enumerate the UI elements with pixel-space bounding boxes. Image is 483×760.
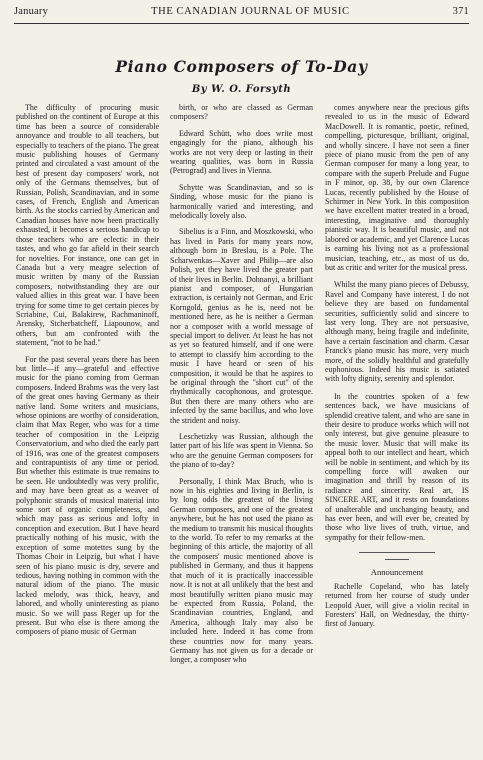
article-byline: By W. O. Forsyth xyxy=(191,84,292,95)
paragraph: comes anywhere near the precious gifts revealed to us in the music of Edward MacDowell. It is romantic, poetic, refined, compelling, picturesque, brilliant, original, and wholly sincere. I have not seen a finer piece of piano music from the pen of any German composer for many a long year, to compare with the superb Prelude and Fugue in F minor, op. 38, by our own Clarence Lucas, recently published by the House of Schirmer in New York. In this composition we have excellent matter treated in a broad, interesting, imaginative and thoroughly pianistic way. It is beautiful music, and not labored or academic, and yet Clarence Lucas is earning his living not as a professional musician, teaching, etc., as most of us do, but as critic and writer for the musical press. xyxy=(325,103,469,272)
running-head xyxy=(14,6,469,20)
paragraph: Sibelius is a Finn, and Moszkowski, who has lived in Paris for many years now, although born in Breslau, is a Pole. The Scharwenkas—Xaver and Philip—are also Polish, yet they have lived the greater part of their lives in Berlin. Dohnanyi, a brilliant pianist and composer, of Hungarian extraction, is certainly not German, and Eric Korngold, genius as he is, need not be mentioned here, as he is neither a German nor a composer with a world message of special import to deliver. At least he has not as yet so featured himself, and if one were to attempt to classify him according to the music I have heard or seen of his composition, it would be that he aspires to be original through the "short cut" of the rhythmically cacophonous, and grotesque. But then there are many others who are infected by the same bacillus, and who love the strident and noisy. xyxy=(170,227,313,425)
paragraph: Leschetizky was Russian, although the latter part of his life was spent in Vienna. So who are the genuine German composers for the piano of to-day? xyxy=(170,432,313,470)
column-2 xyxy=(170,103,313,754)
paragraph: Edward Schütt, who does write most engagingly for the piano, although his works are not very deep or lasting in their wearing qualities, was born in Russia (Petrograd) and lives in Vienna. xyxy=(170,128,313,176)
page-number: 371 xyxy=(452,6,469,17)
header-rule xyxy=(14,23,469,24)
article-title: Piano Composers of To-Day xyxy=(115,57,368,76)
paragraph: Schytte was Scandinavian, and so is Sinding, whose music for the piano is harmonically varied and interesting, and melodically lovely also. xyxy=(170,182,313,221)
section-divider xyxy=(359,552,435,553)
section-divider xyxy=(385,559,409,560)
paragraph: The difficulty of procuring music published on the continent of Europe at this time has been a source of considerable annoyance and trouble to all teachers, but especially to teachers of the piano. The great music publishing houses of Germany printed and circulated a vast amount of the best of present day composers' work, not only of the Germans themselves, but of Russian, Polish, Scandinavian, and in some cases, of French, English and American birth. As the stocks carried by American and Canadian houses have now been practically exhausted, it becomes a serious handicap to those teachers who are eclectic in their tastes, and who go far afield in their search for novelties. For instance, one can get in Canada but a very meagre selection of music written by many of the Russian composers, notwithstanding they are our valued allies in this great war. I have been trying for some time to get certain pieces by Scriabine, Cui, Balakirew, Rachmaninoff, Arensky, Stcherbatcheff, Liapounow, and others, but am confronted with the statement, "not to be had." xyxy=(16,103,159,348)
column-3 xyxy=(325,103,469,754)
journal-name: THE CANADIAN JOURNAL OF MUSIC xyxy=(151,6,350,17)
announcement-heading: Announcement xyxy=(370,567,424,578)
paragraph: birth, or who are classed as German composers? xyxy=(170,103,313,122)
paragraph: Personally, I think Max Bruch, who is now in his eighties and living in Berlin, is by long odds the greatest of the living German composers, and one of the greatest anywhere, but he has not used the piano as the medium to transmit his musical thoughts to the world. To refer to my remarks at the beginning of this article, the majority of all the composers' music mentioned above is published in Germany, and thus it happens that much of it is practically inaccessible now. It is not at all unlikely that the best and most beautifully written piano music may be expected from Russia, Poland, the Scandinavian countries, England, and America, although Italy may also be included here. Indeed it has come from these countries now for many years. Germany has not given us for a decade or longer, a composer who xyxy=(170,476,313,665)
announcement-text: Rachelle Copeland, who has lately returned from her course of study under Leopold Auer, will give a violin recital in Foresters' Hall, on Wednesday, the thirty-first of January. xyxy=(325,581,469,629)
paragraph: In the countries spoken of a few sentences back, we have musicians of splendid creative talent, and who are sane in their desire to produce works which will not only interest, but give genuine pleasure to the music lover. Music that will make its appeal both to our intellect and heart, which will be noble in sentiment, and which by its compelling force will awaken our imagination and thrill by reason of its radiance and sincerity. Real art, IS SINCERE ART, and it rests on foundations of unalterable and unchanging beauty, and has ever been, and will ever be, created by those who live lives of truth, virtue, and sympathy for their fellow-men. xyxy=(325,391,469,542)
issue-month: January xyxy=(14,6,49,17)
paragraph: For the past several years there has been but little—if any—grateful and effective music for the piano coming from German composers. Indeed Brahms was the very last of the great ones having Germany as their native land. Some writers and musicians, whose opinions are worthy of consideration, claim that Max Reger, who was for a time teacher of composition in the Leipzig Conservatorium, and who died the early part of 1916, was one of the greatest composers and contrapuntists of any time or period. But whether this estimate is true remains to be seen. He undoubtedly was very prolific, and may have been great as a weaver of polyphonic strands of musical material into some sort of organic completeness, and which may pass as serious and lofty in conception and execution. But I have heard practically nothing of his music, with the exception of some motettes sung by the Thomas Choir in Leipzig, but what I have seen of his piano music is dry, severe and tedious, having nothing in common with the natural idiom of the piano. The music lacked melody, was thick, heavy, and labored, and wholly uninteresting as piano music. So we will pass Reger up for the present. But who else is there among the composers of piano music of German xyxy=(16,354,159,637)
article-body xyxy=(16,103,469,754)
column-1 xyxy=(16,103,159,754)
paragraph: Whilst the many piano pieces of Debussy, Ravel and Company have interest, I do not believe they are based on fundamental securities, sufficiently solid and sincere to last very long. They are not persuasive, although many, being fragile and indefinite, have a certain fascination and charm. Cæsar Franck's piano music has more, very much more, of the solidly healthful and gratefully euphonious. Indeed his music is satiated with lofty dignity, serenity and splendor. xyxy=(325,280,469,384)
